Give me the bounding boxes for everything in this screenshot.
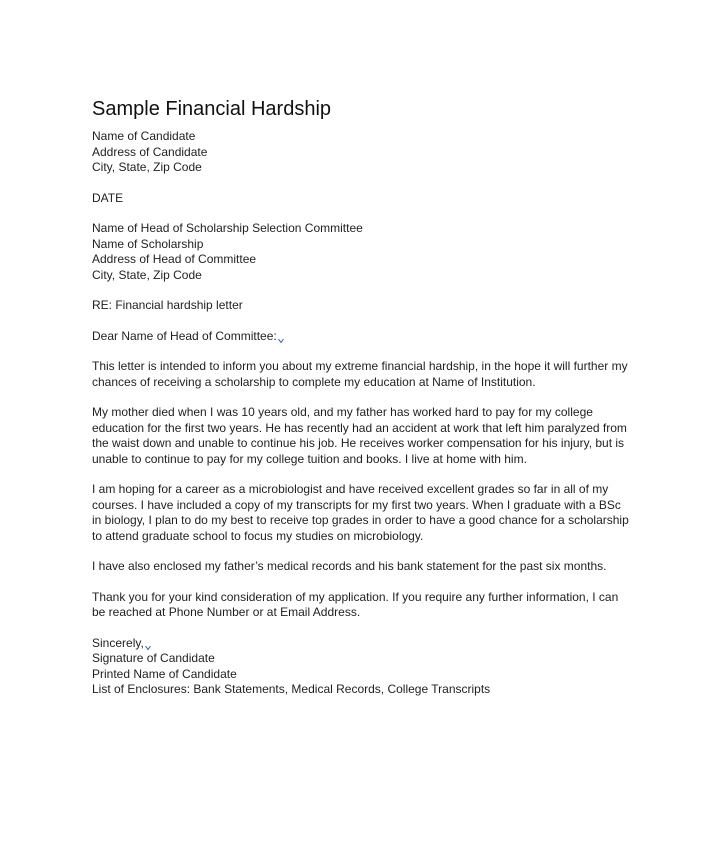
proofing-mark-icon — [278, 338, 284, 344]
sender-name: Name of Candidate — [92, 129, 196, 143]
date-block — [92, 191, 632, 207]
proofing-mark-icon — [145, 645, 151, 651]
recipient-city-state-zip: City, State, Zip Code — [92, 267, 202, 282]
salutation-text: Dear Name of Head of Committee: — [92, 328, 277, 343]
salutation-block — [92, 329, 632, 345]
body-paragraph: Thank you for your kind consideration of my application. If you require any further information, I can be reached at Phone Number or at Email Address. — [92, 589, 619, 619]
body-paragraph-2-block — [92, 405, 632, 467]
body-paragraph-1-block — [92, 359, 632, 390]
letter-page — [92, 96, 632, 698]
body-paragraph: I am hoping for a career as a microbiologist and have received excellent grades so far in all of my courses. I have included a copy of my transcripts for my first two years. When I graduate with a BSc in biology, I plan to do my best to receive top grades in order to have a good chance for a scholarship to attend graduate school to focus my studies on microbiology. — [92, 482, 629, 543]
body-paragraph: My mother died when I was 10 years old, and my father has worked hard to pay for my college education for the first two years. He has recently had an accident at work that left him paralyzed from the waist down and unable to continue his job. He receives worker compensation for his injury, but is unable to continue to pay for my college tuition and books. I live at home with him. — [92, 405, 627, 466]
body-paragraph-3-block — [92, 482, 632, 544]
closing-block — [92, 636, 632, 698]
re-block — [92, 298, 632, 314]
letter-date: DATE — [92, 190, 124, 205]
body-paragraph: I have also enclosed my father’s medical records and his bank statement for the past six months. — [92, 559, 607, 573]
recipient-address: Address of Head of Committee — [92, 252, 257, 266]
sender-city-state-zip: City, State, Zip Code — [92, 160, 202, 174]
salutation-line — [92, 329, 632, 345]
enclosures-line: List of Enclosures: Bank Statements, Medical Records, College Transcripts — [92, 682, 491, 696]
document-title: Sample Financial Hardship — [92, 98, 332, 120]
recipient-scholarship: Name of Scholarship — [92, 236, 204, 251]
sender-address: Address of Candidate — [92, 144, 208, 159]
body-paragraph: This letter is intended to inform you about my extreme financial hardship, in the hope it will further my chances of receiving a scholarship to complete my education at Name of Institution. — [92, 359, 628, 389]
sender-block — [92, 129, 632, 176]
printed-name-line: Printed Name of Candidate — [92, 666, 237, 681]
closing-text: Sincerely, — [92, 635, 144, 650]
recipient-block — [92, 221, 632, 283]
signature-line: Signature of Candidate — [92, 651, 215, 665]
closing-line — [92, 636, 632, 652]
recipient-name: Name of Head of Scholarship Selection Committee — [92, 221, 363, 235]
re-line: RE: Financial hardship letter — [92, 298, 243, 312]
body-paragraph-4-block — [92, 559, 632, 575]
body-paragraph-5-block — [92, 590, 632, 621]
